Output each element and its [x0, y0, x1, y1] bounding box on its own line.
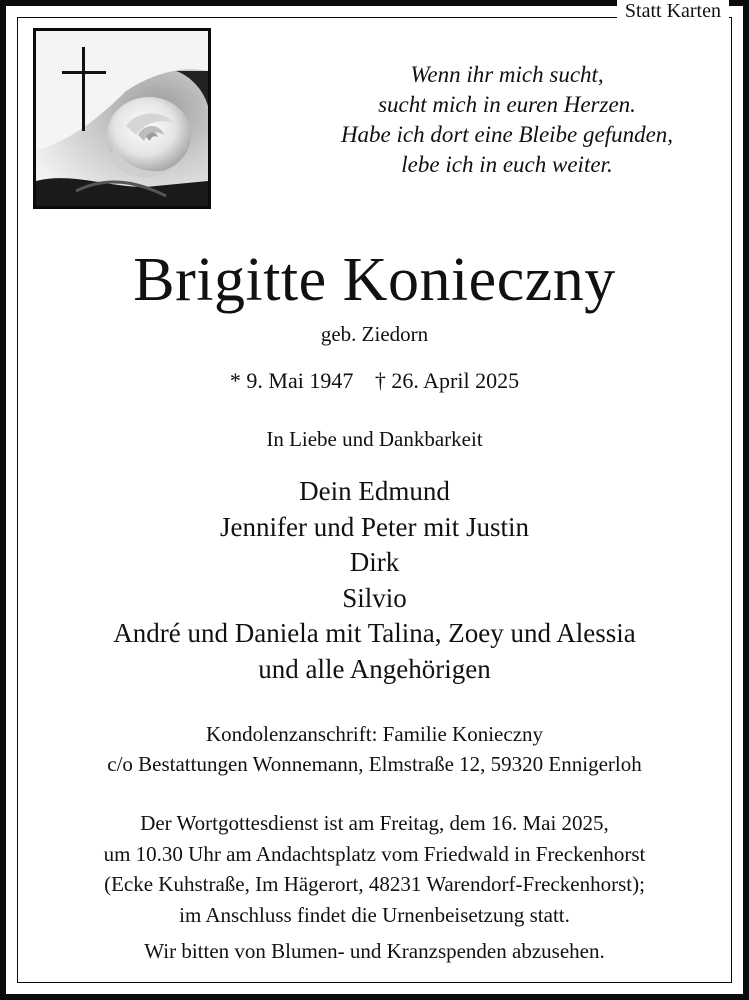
mourners-list — [0, 474, 749, 687]
condolence-line: c/o Bestattungen Wonnemann, Elmstraße 12, 59320 Ennigerloh — [107, 752, 642, 776]
service-line: (Ecke Kuhstraße, Im Hägerort, 48231 Warendorf-Freckenhorst); — [104, 872, 645, 896]
statt-karten-label: Statt Karten — [617, 0, 729, 25]
mourner-line: und alle Angehörigen — [258, 653, 491, 684]
condolence-line: Kondolenzanschrift: Familie Konieczny — [205, 722, 544, 746]
poem-line: Wenn ihr mich sucht, — [410, 62, 604, 87]
mourner-line: Dein Edmund — [299, 476, 450, 506]
rose-cross-icon — [36, 31, 208, 206]
poem-line: Habe ich dort eine Bleibe gefunden, — [340, 122, 674, 147]
cross-and-rose-image — [33, 28, 211, 209]
poem-line: lebe ich in euch weiter. — [401, 152, 613, 177]
closing-note: Wir bitten von Blumen- und Kranzspenden abzusehen. — [144, 939, 605, 963]
service-line: um 10.30 Uhr am Andachtsplatz vom Friedwald in Freckenhorst — [103, 841, 646, 866]
service-line: Der Wortgottesdienst ist am Freitag, dem 16. Mai 2025, — [140, 811, 609, 835]
mourner-line: André und Daniela mit Talina, Zoey und Alessia — [113, 618, 636, 648]
death-date: † 26. April 2025 — [374, 368, 520, 393]
mourner-line: Silvio — [342, 582, 407, 613]
mourners-intro: In Liebe und Dankbarkeit — [266, 427, 483, 451]
birth-name: geb. Ziedorn — [320, 322, 429, 346]
condolence-address — [0, 719, 749, 779]
deceased-name: Brigitte Konieczny — [133, 246, 616, 314]
memorial-poem — [292, 60, 722, 180]
mourner-line: Jennifer und Peter mit Justin — [220, 511, 529, 542]
service-details — [0, 808, 749, 930]
mourner-line: Dirk — [349, 547, 400, 577]
birth-date: * 9. Mai 1947 — [229, 368, 354, 393]
poem-line: sucht mich in euren Herzen. — [378, 92, 636, 117]
service-line: im Anschluss findet die Urnenbeisetzung statt. — [179, 902, 570, 927]
life-dates — [0, 366, 749, 396]
